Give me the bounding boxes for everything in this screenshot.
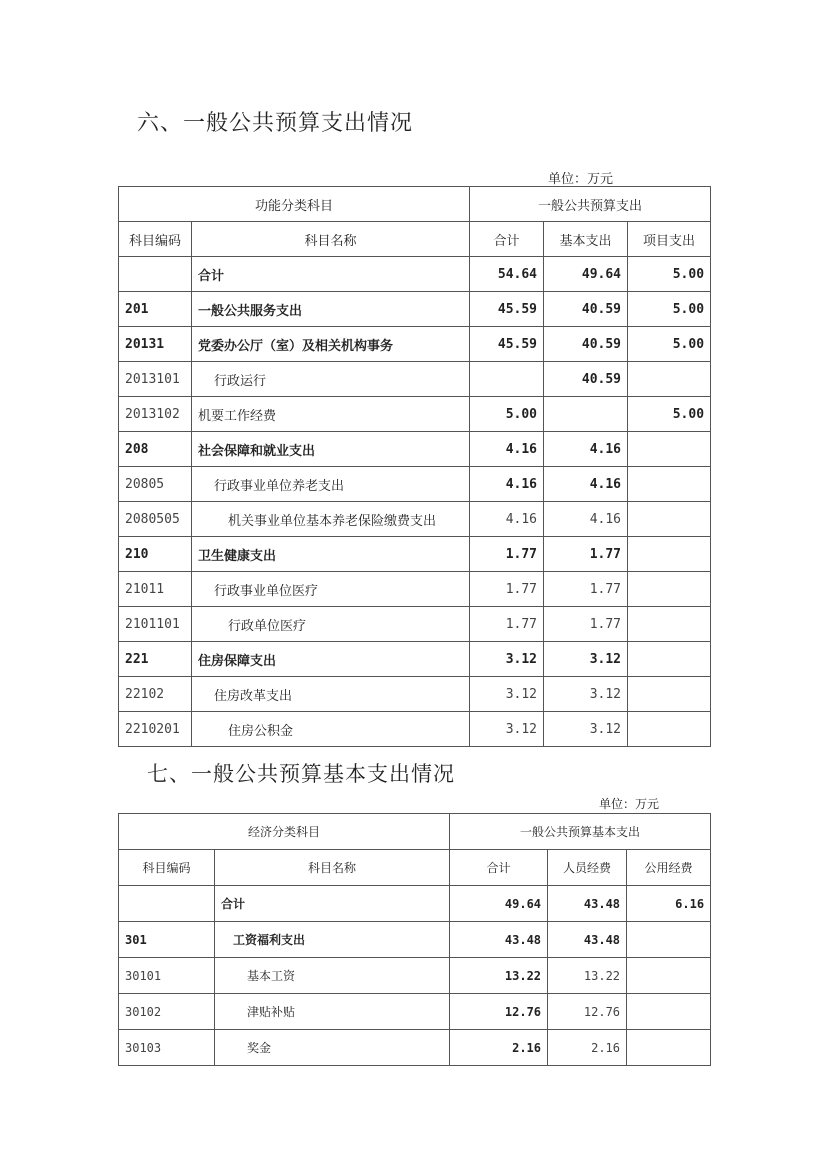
table-row <box>119 958 711 994</box>
table-row <box>119 677 711 712</box>
row-code: 221 <box>119 642 192 677</box>
row-project: 5.00 <box>628 397 711 432</box>
row-personnel: 43.48 <box>548 922 627 958</box>
table-row <box>119 327 711 362</box>
row-code: 210 <box>119 537 192 572</box>
table-row <box>119 572 711 607</box>
row-code: 2013101 <box>119 362 192 397</box>
row-public: 6.16 <box>627 886 711 922</box>
row-name: 行政单位医疗 <box>192 607 470 642</box>
table-row <box>119 922 711 958</box>
table-row <box>119 886 711 922</box>
table-row <box>119 994 711 1030</box>
header-code: 科目编码 <box>119 222 192 257</box>
row-basic: 40.59 <box>544 327 628 362</box>
table-row <box>119 432 711 467</box>
row-name: 机关事业单位基本养老保险缴费支出 <box>192 502 470 537</box>
general-budget-expenditure-table <box>118 186 711 747</box>
row-total: 4.16 <box>470 432 544 467</box>
section7-unit: 单位：万元 <box>599 797 660 811</box>
row-name: 行政事业单位养老支出 <box>192 467 470 502</box>
row-basic: 3.12 <box>544 677 628 712</box>
table-row <box>119 292 711 327</box>
row-code: 2080505 <box>119 502 192 537</box>
section6-title: 六、一般公共预算支出情况 <box>137 111 414 136</box>
row-total: 45.59 <box>470 292 544 327</box>
row-project: 5.00 <box>628 292 711 327</box>
table-header-row <box>119 187 711 222</box>
row-code: 2013102 <box>119 397 192 432</box>
header-code: 科目编码 <box>119 850 215 886</box>
row-total: 1.77 <box>470 572 544 607</box>
row-project <box>628 467 711 502</box>
row-code: 30103 <box>119 1030 215 1066</box>
row-name: 机要工作经费 <box>192 397 470 432</box>
table-row <box>119 607 711 642</box>
row-code: 21011 <box>119 572 192 607</box>
row-total: 49.64 <box>450 886 548 922</box>
row-code: 22102 <box>119 677 192 712</box>
table-row <box>119 537 711 572</box>
row-project <box>628 677 711 712</box>
row-total: 13.22 <box>450 958 548 994</box>
basic-expenditure-table <box>118 813 711 1066</box>
table-row <box>119 467 711 502</box>
row-project <box>628 712 711 747</box>
row-basic: 3.12 <box>544 642 628 677</box>
row-name: 党委办公厅（室）及相关机构事务 <box>192 327 470 362</box>
row-name: 津贴补贴 <box>215 994 450 1030</box>
section6-unit: 单位：万元 <box>548 172 614 187</box>
row-code: 208 <box>119 432 192 467</box>
header-economic-category: 经济分类科目 <box>119 814 450 850</box>
table-row <box>119 1030 711 1066</box>
header-project: 项目支出 <box>628 222 711 257</box>
header-basic: 基本支出 <box>544 222 628 257</box>
header-name: 科目名称 <box>215 850 450 886</box>
row-basic: 3.12 <box>544 712 628 747</box>
row-code: 30102 <box>119 994 215 1030</box>
row-code <box>119 257 192 292</box>
row-basic: 40.59 <box>544 362 628 397</box>
table-row <box>119 712 711 747</box>
header-functional-category: 功能分类科目 <box>119 187 470 222</box>
row-total <box>470 362 544 397</box>
row-basic: 1.77 <box>544 607 628 642</box>
row-basic: 4.16 <box>544 502 628 537</box>
row-project <box>628 432 711 467</box>
row-name: 卫生健康支出 <box>192 537 470 572</box>
row-basic: 49.64 <box>544 257 628 292</box>
row-total: 2.16 <box>450 1030 548 1066</box>
row-total: 3.12 <box>470 677 544 712</box>
row-basic <box>544 397 628 432</box>
row-name: 行政事业单位医疗 <box>192 572 470 607</box>
row-total: 4.16 <box>470 502 544 537</box>
row-project <box>628 572 711 607</box>
row-basic: 1.77 <box>544 537 628 572</box>
section7-title: 七、一般公共预算基本支出情况 <box>147 762 455 786</box>
table-header-row <box>119 814 711 850</box>
row-total: 1.77 <box>470 607 544 642</box>
row-basic: 4.16 <box>544 467 628 502</box>
row-basic: 1.77 <box>544 572 628 607</box>
row-project <box>628 642 711 677</box>
row-project: 5.00 <box>628 257 711 292</box>
row-project <box>628 362 711 397</box>
row-code <box>119 886 215 922</box>
row-project <box>628 537 711 572</box>
row-code: 2101101 <box>119 607 192 642</box>
row-total: 43.48 <box>450 922 548 958</box>
row-personnel: 43.48 <box>548 886 627 922</box>
table-row <box>119 397 711 432</box>
row-name: 住房公积金 <box>192 712 470 747</box>
row-total: 3.12 <box>470 642 544 677</box>
table-header-row <box>119 222 711 257</box>
table-row <box>119 642 711 677</box>
row-total: 4.16 <box>470 467 544 502</box>
header-total: 合计 <box>470 222 544 257</box>
row-personnel: 12.76 <box>548 994 627 1030</box>
row-name: 合计 <box>215 886 450 922</box>
row-name: 行政运行 <box>192 362 470 397</box>
row-project: 5.00 <box>628 327 711 362</box>
row-total: 45.59 <box>470 327 544 362</box>
header-name: 科目名称 <box>192 222 470 257</box>
row-code: 20805 <box>119 467 192 502</box>
row-public <box>627 922 711 958</box>
row-code: 201 <box>119 292 192 327</box>
row-name: 社会保障和就业支出 <box>192 432 470 467</box>
row-name: 住房改革支出 <box>192 677 470 712</box>
row-total: 5.00 <box>470 397 544 432</box>
row-code: 301 <box>119 922 215 958</box>
row-total: 1.77 <box>470 537 544 572</box>
row-total: 54.64 <box>470 257 544 292</box>
row-name: 住房保障支出 <box>192 642 470 677</box>
header-total: 合计 <box>450 850 548 886</box>
header-general-budget: 一般公共预算支出 <box>470 187 711 222</box>
row-personnel: 2.16 <box>548 1030 627 1066</box>
header-general-basic-budget: 一般公共预算基本支出 <box>450 814 711 850</box>
table-row <box>119 362 711 397</box>
table-header-row <box>119 850 711 886</box>
row-project <box>628 502 711 537</box>
row-name: 合计 <box>192 257 470 292</box>
row-name: 一般公共服务支出 <box>192 292 470 327</box>
row-basic: 40.59 <box>544 292 628 327</box>
row-basic: 4.16 <box>544 432 628 467</box>
row-code: 2210201 <box>119 712 192 747</box>
table-row <box>119 257 711 292</box>
row-name: 奖金 <box>215 1030 450 1066</box>
row-total: 12.76 <box>450 994 548 1030</box>
row-code: 30101 <box>119 958 215 994</box>
header-public: 公用经费 <box>627 850 711 886</box>
header-personnel: 人员经费 <box>548 850 627 886</box>
row-name: 工资福利支出 <box>215 922 450 958</box>
row-code: 20131 <box>119 327 192 362</box>
row-name: 基本工资 <box>215 958 450 994</box>
row-public <box>627 958 711 994</box>
row-personnel: 13.22 <box>548 958 627 994</box>
row-public <box>627 994 711 1030</box>
table-row <box>119 502 711 537</box>
row-public <box>627 1030 711 1066</box>
row-project <box>628 607 711 642</box>
row-total: 3.12 <box>470 712 544 747</box>
